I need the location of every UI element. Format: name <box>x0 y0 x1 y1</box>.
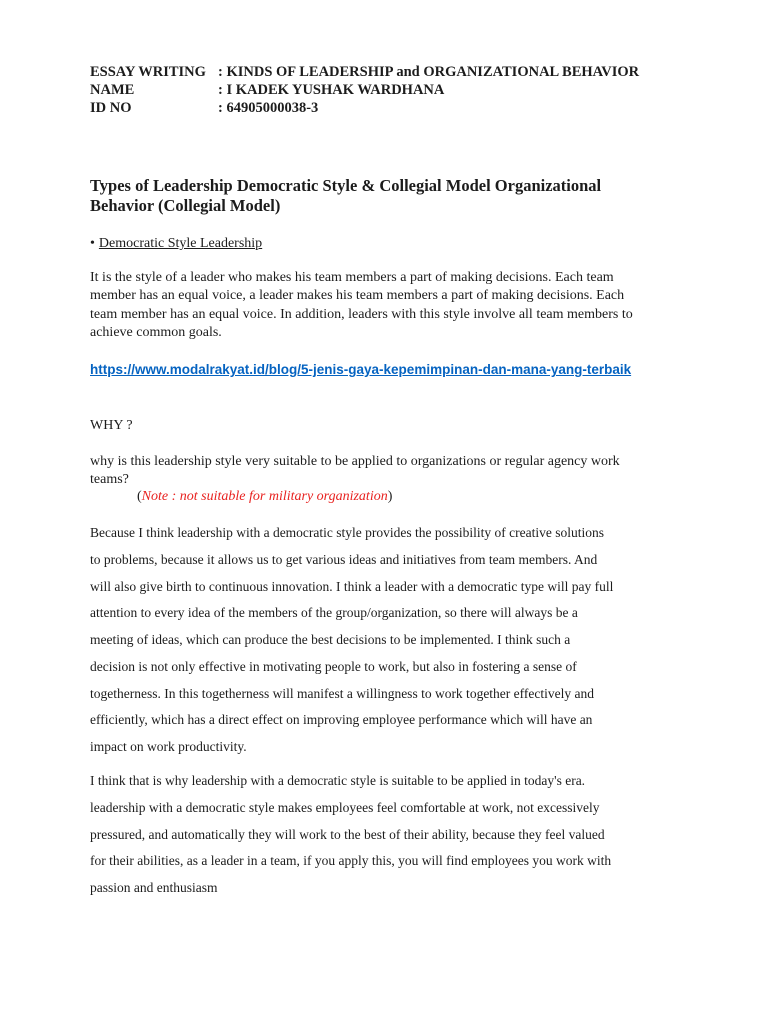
question <box>90 453 620 488</box>
paragraph-reasons <box>90 520 613 761</box>
paragraph-line: member has an equal voice, a leader makes his team members a part of making decisions. Each <box>90 288 625 304</box>
paragraph-line: Because I think leadership with a democratic style provides the possibility of creative solutions <box>90 525 604 540</box>
paragraph-line: It is the style of a leader who makes his team members a part of making decisions. Each team <box>90 270 614 285</box>
paragraph-line: efficiently, which has a direct effect on improving employee performance which will have an <box>90 712 593 728</box>
paragraph-definition <box>90 269 633 343</box>
paragraph-line: leadership with a democratic style makes employees feel comfortable at work, not excessively <box>90 799 600 815</box>
paragraph-line: decision is not only effective in motivating people to work, but also in fostering a sense of <box>90 658 577 674</box>
paragraph-line: impact on work productivity. <box>90 739 247 754</box>
note-text: Note : not suitable for military organization <box>141 489 388 504</box>
section-heading-text: Democratic Style Leadership <box>98 236 263 251</box>
reference-link-row <box>90 361 631 379</box>
header-label-essay-writing: ESSAY WRITING <box>90 64 206 80</box>
paragraph-line: for their abilities, as a leader in a team, if you apply this, you will find employees you work with <box>90 853 612 869</box>
bullet-marker: • <box>90 236 95 251</box>
header-label-name: NAME <box>90 82 135 98</box>
paragraph-line: passion and enthusiasm <box>90 880 218 896</box>
header-value-topic: : KINDS OF LEADERSHIP and ORGANIZATIONAL BEHAVIOR <box>218 64 640 80</box>
question-line: why is this leadership style very suitable to be applied to organizations or regular agency work <box>90 454 620 469</box>
essay-header <box>90 63 639 117</box>
paragraph-line: will also give birth to continuous innovation. I think a leader with a democratic type will pay full <box>90 578 614 594</box>
section-heading <box>90 235 262 253</box>
header-row-id <box>90 99 639 117</box>
paragraph-line: togetherness. In this togetherness will manifest a willingness to work together effectively and <box>90 685 595 701</box>
reference-link[interactable]: https://www.modalrakyat.id/blog/5-jenis-gaya-kepemimpinan-dan-mana-yang-terbaik <box>90 362 632 377</box>
paragraph-conclusion <box>90 768 611 902</box>
paragraph-line: meeting of ideas, which can produce the best decisions to be implemented. I think such a <box>90 632 571 647</box>
note-open-paren: ( <box>137 489 142 504</box>
header-row-name <box>90 81 639 99</box>
paragraph-line: attention to every idea of the members of the group/organization, so there will always be a <box>90 605 578 621</box>
paragraph-line: pressured, and automatically they will work to the best of their ability, because they feel valued <box>90 826 605 842</box>
header-label-id: ID NO <box>90 100 132 116</box>
question-line: teams? <box>90 471 129 487</box>
paragraph-line: achieve common goals. <box>90 325 222 341</box>
note-close-paren: ) <box>387 489 393 504</box>
note <box>137 488 392 506</box>
header-row-essay-writing <box>90 63 639 81</box>
header-value-id: : 64905000038-3 <box>218 100 319 116</box>
paragraph-line: to problems, because it allows us to get various ideas and initiatives from team members. And <box>90 551 598 567</box>
paragraph-line: I think that is why leadership with a democratic style is suitable to be applied in today's era. <box>90 773 586 788</box>
header-value-name: : I KADEK YUSHAK WARDHANA <box>218 82 445 98</box>
paragraph-line: team member has an equal voice. In addition, leaders with this style involve all team members to <box>90 306 633 322</box>
why-heading: WHY ? <box>90 418 133 433</box>
title-line: Behavior (Collegial Model) <box>90 196 281 215</box>
essay-title <box>90 176 601 216</box>
title-line: Types of Leadership Democratic Style & Collegial Model Organizational <box>90 176 602 195</box>
